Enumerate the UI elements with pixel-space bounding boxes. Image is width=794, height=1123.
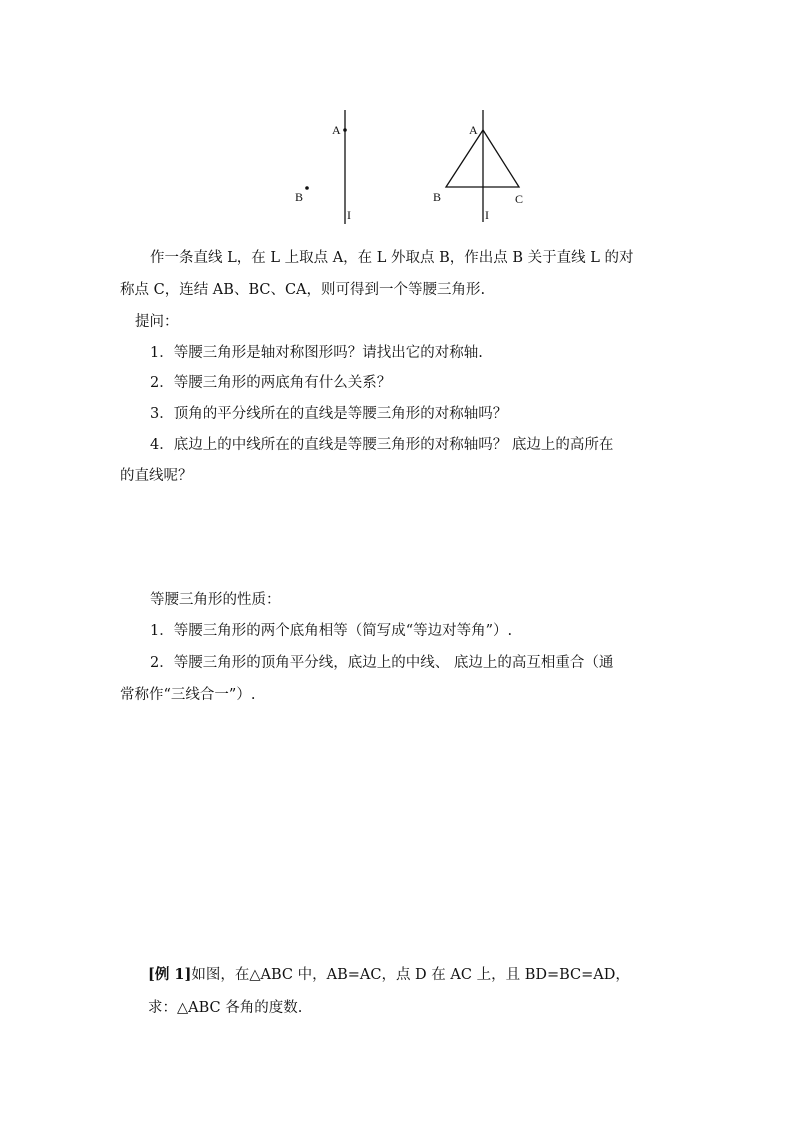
right-label-l: I xyxy=(485,208,489,222)
intro-line-1: 作一条直线 L，在 L 上取点 A，在 L 外取点 B，作出点 B 关于直线 L 的对 xyxy=(150,250,634,266)
question-2: 2．等腰三角形的两底角有什么关系？ xyxy=(150,375,392,391)
example-line-2: 求：△ABC 各角的度数. xyxy=(148,1000,303,1016)
property-2-line-1: 2．等腰三角形的顶角平分线，底边上的中线、 底边上的高互相重合（通 xyxy=(150,655,614,671)
symmetry-figure xyxy=(0,104,794,230)
left-point-b xyxy=(305,186,309,190)
left-point-a xyxy=(343,128,347,132)
property-1: 1．等腰三角形的两个底角相等（简写成“等边对等角”）. xyxy=(150,623,513,639)
question-4-line-2: 的直线呢？ xyxy=(120,468,193,484)
right-label-b: B xyxy=(433,190,442,204)
left-label-a: A xyxy=(332,123,341,137)
figure-svg xyxy=(0,104,794,230)
question-4-line-1: 4．底边上的中线所在的直线是等腰三角形的对称轴吗？ 底边上的高所在 xyxy=(150,437,614,453)
question-1: 1．等腰三角形是轴对称图形吗？请找出它的对称轴. xyxy=(150,345,483,361)
property-2-line-2: 常称作“三线合一”）. xyxy=(120,687,256,703)
right-label-c: C xyxy=(515,192,524,206)
left-label-b: B xyxy=(295,190,304,204)
properties-heading: 等腰三角形的性质： xyxy=(150,592,281,608)
right-label-a: A xyxy=(469,123,478,137)
question-3: 3．顶角的平分线所在的直线是等腰三角形的对称轴吗？ xyxy=(150,406,508,422)
example-text-1: 如图，在△ABC 中，AB=AC，点 D 在 AC 上，且 BD=BC=AD， xyxy=(191,967,630,983)
questions-heading: 提问： xyxy=(135,314,179,330)
example-tag: [例 1] xyxy=(148,966,192,983)
example-line-1 xyxy=(148,965,630,985)
intro-line-2: 称点 C，连结 AB、BC、CA，则可得到一个等腰三角形. xyxy=(120,282,486,298)
left-label-l: I xyxy=(347,208,351,222)
